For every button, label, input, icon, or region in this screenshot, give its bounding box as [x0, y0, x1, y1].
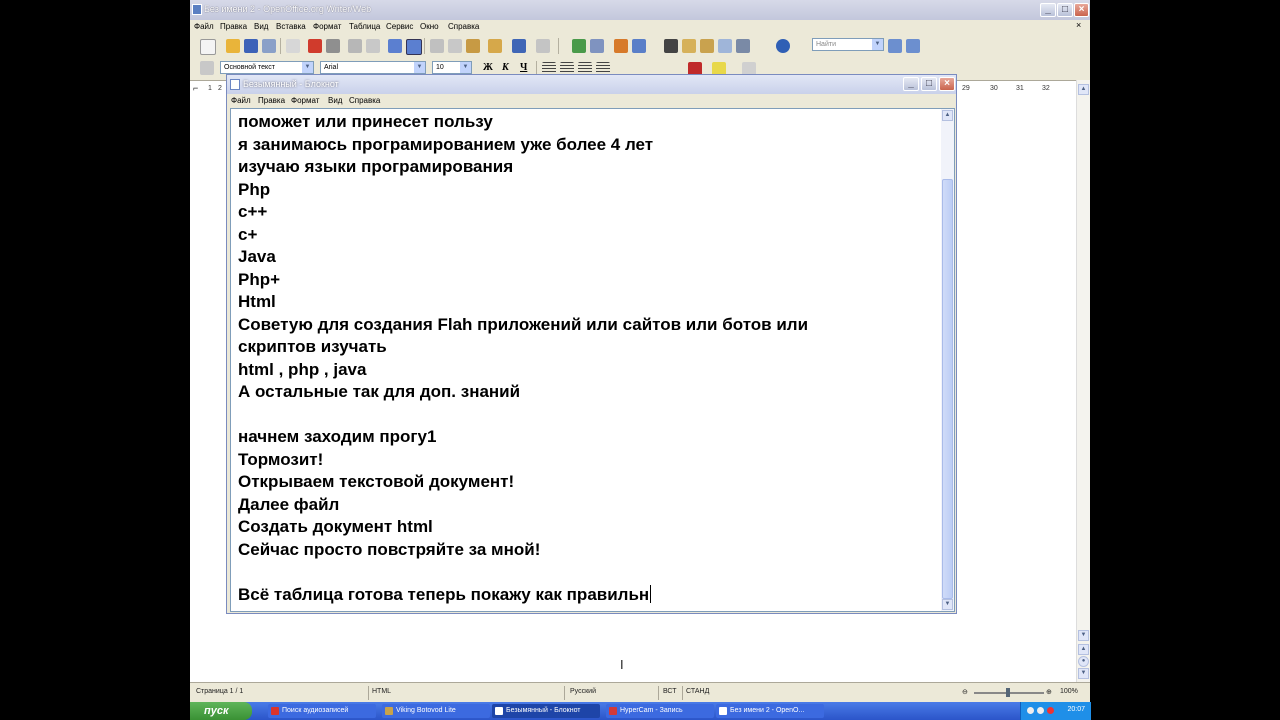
font-value: Arial: [324, 64, 339, 71]
web-view-icon[interactable]: [366, 39, 380, 53]
menu-view[interactable]: Вид: [328, 96, 343, 105]
status-selection[interactable]: СТАНД: [686, 688, 710, 695]
toolbar-separator: [424, 38, 425, 54]
copy-icon[interactable]: [448, 39, 462, 53]
cut-icon[interactable]: [430, 39, 444, 53]
task-app-icon: [495, 707, 503, 715]
taskbar-item-label: Безымянный - Блокнот: [506, 707, 581, 714]
find-icon[interactable]: [664, 39, 678, 53]
notepad-vertical-scrollbar[interactable]: [941, 109, 954, 611]
scroll-thumb[interactable]: [942, 179, 953, 599]
text-line: Создать документ html: [238, 517, 433, 536]
open-icon[interactable]: [226, 39, 240, 53]
menu-file[interactable]: Файл: [194, 22, 214, 31]
taskbar-item-label: Без имени 2 - OpenO...: [730, 707, 805, 714]
writer-status-bar: [190, 682, 1090, 702]
standard-toolbar: [190, 35, 1090, 57]
menu-file[interactable]: Файл: [231, 96, 251, 105]
text-line: Открываем текстовой документ!: [238, 472, 515, 491]
taskbar-item-label: Viking Botovod Lite: [396, 707, 456, 714]
zoom-in-icon[interactable]: ⊕: [1046, 689, 1052, 696]
status-insert[interactable]: ВСТ: [663, 688, 677, 695]
text-line: я занимаюсь програмированием уже более 4 лет: [238, 134, 654, 154]
text-line: Html: [238, 292, 276, 311]
mail-icon[interactable]: [262, 39, 276, 53]
notepad-window: [226, 74, 957, 614]
text-caret: [650, 585, 651, 603]
text-line: Советую для создания Flah приложений или сайтов или ботов или: [238, 314, 809, 334]
spellcheck-icon[interactable]: [388, 39, 402, 53]
tab-stop-icon[interactable]: ⌐: [193, 83, 199, 93]
preview-icon[interactable]: [348, 39, 362, 53]
text-line: [238, 561, 938, 584]
menu-table[interactable]: Таблица: [349, 22, 381, 31]
text-line: А остальные так для доп. знаний: [238, 382, 521, 401]
chevron-down-icon[interactable]: ▼: [460, 62, 471, 73]
autospell-icon[interactable]: [406, 39, 422, 55]
menu-help[interactable]: Справка: [349, 96, 381, 105]
text-line: Далее файл: [238, 494, 340, 514]
taskbar-item[interactable]: [268, 704, 376, 718]
notepad-title: Безымянный - Блокнот: [243, 79, 339, 89]
help-icon[interactable]: [776, 39, 790, 53]
hyperlink-icon[interactable]: [572, 39, 586, 53]
maximize-icon[interactable]: □: [921, 77, 937, 91]
size-value: 10: [436, 64, 444, 71]
volume-icon[interactable]: [1037, 707, 1044, 714]
ruler-mark: 1: [208, 85, 212, 92]
status-separator: [658, 686, 659, 700]
edit-file-icon[interactable]: [286, 39, 300, 53]
taskbar: [190, 702, 1090, 720]
writer-app-icon: [192, 4, 202, 15]
text-line: поможет или принесет пользу: [238, 112, 493, 131]
datasources-icon[interactable]: [700, 39, 714, 53]
ruler-mark: 29: [962, 85, 970, 92]
text-line: изучаю языки програмирования: [238, 157, 514, 176]
chevron-down-icon[interactable]: ▼: [414, 62, 425, 73]
redo-icon[interactable]: [536, 39, 550, 53]
taskbar-item[interactable]: [382, 704, 490, 718]
undo-icon[interactable]: [512, 39, 526, 53]
minimize-icon[interactable]: _: [903, 77, 919, 91]
ruler-mark: 30: [990, 85, 998, 92]
taskbar-item-label: HyperCam - Запись: [620, 707, 683, 714]
pdf-icon[interactable]: [308, 39, 322, 53]
menu-edit[interactable]: Правка: [258, 96, 286, 105]
status-mode: HTML: [372, 688, 392, 695]
text-line: начнем заходим прогу1: [238, 427, 437, 446]
find-placeholder: Найти: [816, 41, 836, 48]
font-select[interactable]: [320, 61, 426, 74]
format-paint-icon[interactable]: [488, 39, 502, 53]
scroll-down-icon[interactable]: ▼: [942, 599, 953, 610]
text-line: html , php , java: [238, 359, 367, 379]
menu-help[interactable]: Справка: [448, 22, 480, 31]
navigator-icon[interactable]: [632, 39, 646, 53]
doc-close-icon[interactable]: ×: [1076, 20, 1082, 30]
text-line: Php+: [238, 269, 281, 289]
close-icon[interactable]: ×: [939, 77, 955, 91]
menu-format[interactable]: Формат: [291, 96, 320, 105]
style-value: Основной текст: [224, 64, 275, 71]
text-line: c++: [238, 202, 268, 221]
text-line: Java: [238, 247, 276, 266]
print-icon[interactable]: [326, 39, 340, 53]
menu-view[interactable]: Вид: [254, 22, 269, 31]
menu-window[interactable]: Окно: [420, 22, 439, 31]
clock[interactable]: 20:07: [1067, 706, 1085, 713]
new-doc-icon[interactable]: [200, 39, 216, 55]
writer-menu-bar: [190, 20, 1090, 34]
underline-button[interactable]: Ч: [520, 62, 528, 73]
close-icon[interactable]: ×: [1074, 3, 1089, 17]
scroll-up-icon[interactable]: ▲: [1078, 84, 1089, 95]
status-zoom[interactable]: 100%: [1060, 688, 1078, 695]
save-icon[interactable]: [244, 39, 258, 53]
find-down-icon[interactable]: [888, 39, 902, 53]
status-language[interactable]: Русский: [570, 688, 596, 695]
italic-button[interactable]: К: [502, 62, 509, 73]
task-app-icon: [271, 707, 279, 715]
zoom-icon[interactable]: [736, 39, 750, 53]
task-app-icon: [609, 707, 617, 715]
text-line: Сейчас просто повстряйте за мной!: [238, 539, 541, 559]
text-cursor-icon: I: [620, 657, 624, 672]
styles-icon[interactable]: [200, 61, 214, 75]
notepad-text-area[interactable]: [230, 108, 955, 612]
page-up-icon[interactable]: ▲: [1078, 644, 1089, 655]
taskbar-item-label: Поиск аудиозаписей: [282, 707, 349, 714]
text-line: Всё таблица готова теперь покажу как правильн: [238, 584, 650, 604]
ruler-mark: 2: [218, 85, 222, 92]
notepad-text[interactable]: [238, 111, 938, 607]
status-separator: [564, 686, 565, 700]
zoom-out-icon[interactable]: ⊖: [962, 689, 968, 696]
table-icon[interactable]: [590, 39, 604, 53]
gallery-icon[interactable]: [682, 39, 696, 53]
find-field[interactable]: [812, 38, 884, 51]
style-select[interactable]: [220, 61, 314, 74]
task-app-icon: [385, 707, 393, 715]
nonprinting-chars-icon[interactable]: [718, 39, 732, 53]
status-page: Страница 1 / 1: [196, 688, 244, 695]
antivirus-icon[interactable]: [1047, 707, 1054, 714]
minimize-icon[interactable]: _: [1040, 3, 1056, 17]
notepad-title-bar[interactable]: [227, 75, 956, 94]
writer-title-bar[interactable]: [190, 0, 1090, 20]
bold-button[interactable]: Ж: [483, 62, 493, 73]
start-label: пуск: [204, 705, 229, 717]
text-line: скриптов изучать: [238, 337, 387, 356]
start-button[interactable]: [190, 702, 252, 720]
zoom-slider-handle[interactable]: [1006, 688, 1010, 697]
menu-edit[interactable]: Правка: [220, 22, 248, 31]
menu-format[interactable]: Формат: [313, 22, 342, 31]
text-line: c+: [238, 224, 258, 244]
task-app-icon: [719, 707, 727, 715]
draw-icon[interactable]: [614, 39, 628, 53]
page-down-icon[interactable]: ▼: [1078, 668, 1089, 679]
text-line: [238, 404, 938, 427]
network-icon[interactable]: [1027, 707, 1034, 714]
find-up-icon[interactable]: [906, 39, 920, 53]
status-separator: [682, 686, 683, 700]
text-line: Тормозит!: [238, 449, 324, 469]
notepad-app-icon: [230, 79, 240, 90]
maximize-icon[interactable]: □: [1057, 3, 1073, 17]
navigation-icon[interactable]: ●: [1078, 656, 1089, 667]
scroll-down-icon[interactable]: ▼: [1078, 630, 1089, 641]
ruler-mark: 31: [1016, 85, 1024, 92]
paste-icon[interactable]: [466, 39, 480, 53]
taskbar-item[interactable]: [606, 704, 714, 718]
size-select[interactable]: [432, 61, 472, 74]
ruler-mark: 32: [1042, 85, 1050, 92]
notepad-menu-bar: [227, 94, 956, 108]
status-separator: [368, 686, 369, 700]
taskbar-item[interactable]: [492, 704, 600, 718]
menu-tools[interactable]: Сервис: [386, 22, 414, 31]
chevron-down-icon[interactable]: ▼: [302, 62, 313, 73]
text-line: Php: [238, 179, 271, 199]
menu-insert[interactable]: Вставка: [276, 22, 306, 31]
toolbar-separator: [280, 38, 281, 54]
writer-title: Без имени 2 - OpenOffice.org Writer/Web: [204, 4, 372, 14]
toolbar-separator: [558, 38, 559, 54]
writer-vertical-scrollbar[interactable]: [1076, 80, 1090, 682]
chevron-down-icon[interactable]: ▼: [872, 39, 883, 50]
taskbar-item[interactable]: [716, 704, 824, 718]
scroll-up-icon[interactable]: ▲: [942, 110, 953, 121]
system-tray: [1020, 702, 1091, 720]
